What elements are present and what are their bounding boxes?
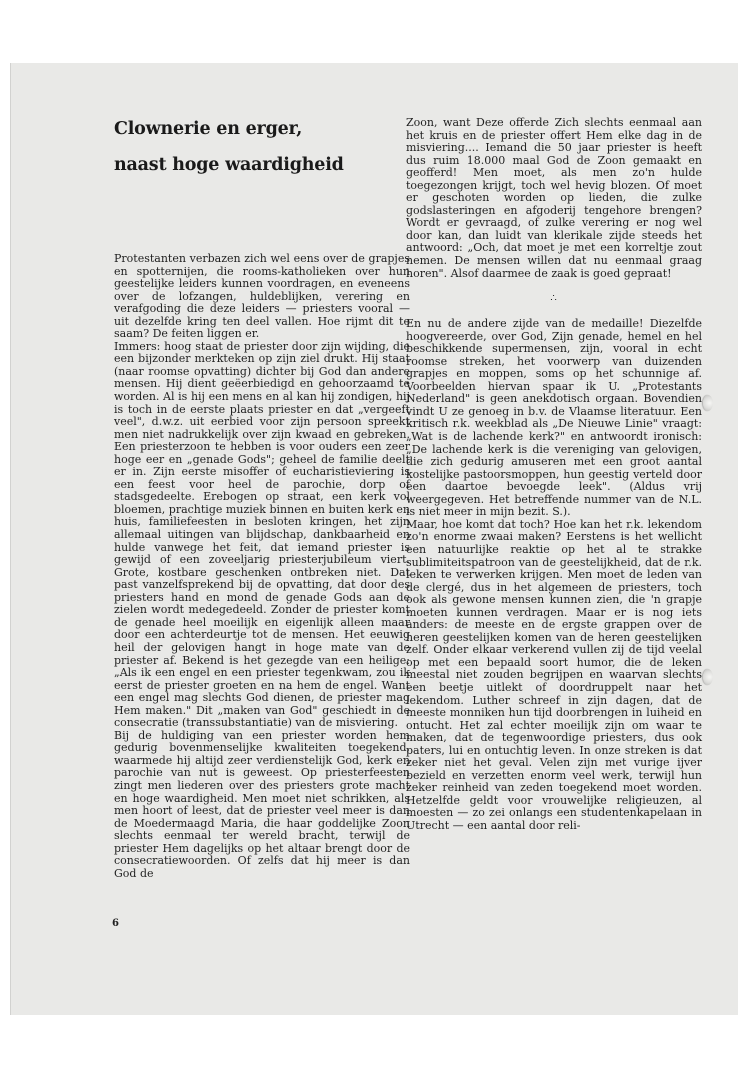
right-column xyxy=(406,117,702,833)
page-number: 6 xyxy=(112,918,119,929)
sheet-edge xyxy=(10,63,11,1015)
document-page xyxy=(10,63,738,1015)
left-column xyxy=(114,253,410,880)
punch-hole-icon xyxy=(703,669,713,685)
article-title-line-1: Clownerie en erger, xyxy=(114,119,303,139)
article-title-line-2: naast hoge waardigheid xyxy=(114,155,344,175)
paragraph: Bij de huldiging van een priester worden hem gedurig bovenmenselijke kwaliteiten toegekend, waarmede hij altijd zeer verdienstelijk God, kerk en parochie van nut is geweest. Op priesterfeesten zingt men liederen over des priesters grote macht en hoge waardigheid. Men moet niet schrikken, als men hoort of leest, dat de priester veel meer is dan de Moedermaagd Maria, die haar goddelijke Zoon slechts eenmaal ter wereld bracht, terwijl de priester Hem dagelijks op het altaar brengt door de consecratiewoorden. Of zelfs dat hij meer is dan God de xyxy=(114,728,410,880)
paragraph: Protestanten verbazen zich wel eens over de grapjes en spotternijen, die rooms-katholieken over hun geestelijke leiders kunnen voordragen, en eveneens over de lofzangen, huldeblijken, verering en verafgoding die deze leiders — priesters vooral — uit dezelfde kring ten deel vallen. Hoe rijmt dit te saam? De feiten liggen er. xyxy=(114,252,410,341)
paragraph: En nu de andere zijde van de medaille! Diezelfde hoogvereerde, over God, Zijn genade, hemel en hel beschikkende supermensen, zijn, vooral in echt roomse streken, het voorwerp van duizenden grapjes en moppen, soms op het schunnige af. Voorbeelden hiervan spaar ik U. „Protestants Nederland" is geen anekdotisch orgaan. Bovendien vindt U ze genoeg in b.v. de Vlaamse literatuur. Een kritisch r.k. weekblad als „De Nieuwe Linie" vraagt: „Wat is de lachende kerk?" en antwoordt ironisch: „De lachende kerk is die vereniging van gelovigen, die zich gedurig amuseren met een groot aantal kostelijke pastoorsmoppen, hun geestig verteld door een daartoe bevoegde leek". (Aldus vrij weergegeven. Het betreffende nummer van de N.L. is niet meer in mijn bezit. S.). xyxy=(406,317,702,519)
section-divider: ∴ xyxy=(550,293,558,305)
punch-hole-icon xyxy=(703,395,713,411)
paragraph: Zoon, want Deze offerde Zich slechts eenmaal aan het kruis en de priester offert Hem elke dag in de misviering.... Iemand die 50 jaar priester is heeft dus ruim 18.000 maal God de Zoon gemaakt en geofferd! Men moet, als men zo'n hulde toegezongen krijgt, toch wel hevig blozen. Of moet er geschoten worden op lieden, die zulke godslasteringen en afgoderij tengehore brengen? Wordt er gevraagd, of zulke verering er nog wel door kan, dan luidt van klerikale zijde steeds het antwoord: „Och, dat moet je met een korreltje zout nemen. De mensen willen dat nu eenmaal graag horen". Alsof daarmee de zaak is goed gepraat! xyxy=(406,116,702,280)
paragraph: Maar, hoe komt dat toch? Hoe kan het r.k. lekendom zo'n enorme zwaai maken? Eerstens is het wellicht een natuurlijke reaktie op het al te strakke sublimiteitspatroon van de geestelijkheid, dat de r.k. leken te verwerken krijgen. Men moet de leden van de clergé, dus in het algemeen de priesters, toch ook als gewone mensen kunnen zien, die 'n grapje moeten kunnen verdragen. Maar er is nog iets anders: de meeste en de ergste grappen over de heren geestelijken komen van de heren geestelijken zelf. Onder elkaar verkerend vullen zij de tijd veelal op met een bepaald soort humor, die de leken meestal niet zouden begrijpen en waarvan slechts een beetje uitlekt of doordruppelt naar het lekendom. Luther schreef in zijn dagen, dat de meeste monniken hun tijd doorbrengen in luiheid en ontucht. Het zal echter moeilijk zijn om waar te maken, dat de tegenwoordige priesters, dus ook paters, lui en ontuchtig leven. In onze streken is dat zeker niet het geval. Velen zijn met vurige ijver bezield en verzetten enorm veel werk, terwijl hun zeker reinheid van zeden toegekend moet worden. Hetzelfde geldt voor vrouwelijke religieuzen, al moesten — zo zei onlangs een studentenkapelaan in Utrecht — een aantal door reli- xyxy=(406,517,702,832)
paragraph: Immers: hoog staat de priester door zijn wijding, die een bijzonder merkteken op zijn ziel drukt. Hij staat (naar roomse opvatting) dichter bij God dan andere mensen. Hij dient geëerbiedigd en gehoorzaamd te worden. Al is hij een mens en al kan hij zondigen, hij is toch in de eerste plaats priester en dat „vergeeft veel", d.w.z. uit eerbied voor zijn persoon spreekt men niet nadrukkelijk over zijn kwaad en gebreken. Een priesterzoon te hebben is voor ouders een zeer hoge eer en „genade Gods"; geheel de familie deelt er in. Zijn eerste misoffer of eucharistieviering is een feest voor heel de parochie, dorp of stadsgedeelte. Erebogen op straat, een kerk vol bloemen, prachtige muziek binnen en buiten kerk en huis, familiefeesten in besloten kringen, het zijn allemaal uitingen van blijdschap, dankbaarheid en hulde vanwege het feit, dat iemand priester is gewijd of een zoveeljarig priesterjubileum viert. Grote, kostbare geschenken ontbreken niet. Dat past vanzelfsprekend bij de opvatting, dat door des priesters hand en mond de genade Gods aan de zielen wordt medegedeeld. Zonder de priester komt de genade heel moeilijk en eigenlijk alleen maar door een achterdeurtje tot de mensen. Het eeuwig heil der gelovigen hangt in hoge mate van de priester af. Bekend is het gezegde van een heilige: „Als ik een engel en een priester tegenkwam, zou ik eerst de priester groeten en na hem de engel. Want een engel mag slechts God dienen, de priester mag Hem maken." Dit „maken van God" geschiedt in de consecratie (transsubstantiatie) van de misviering. xyxy=(114,339,410,730)
